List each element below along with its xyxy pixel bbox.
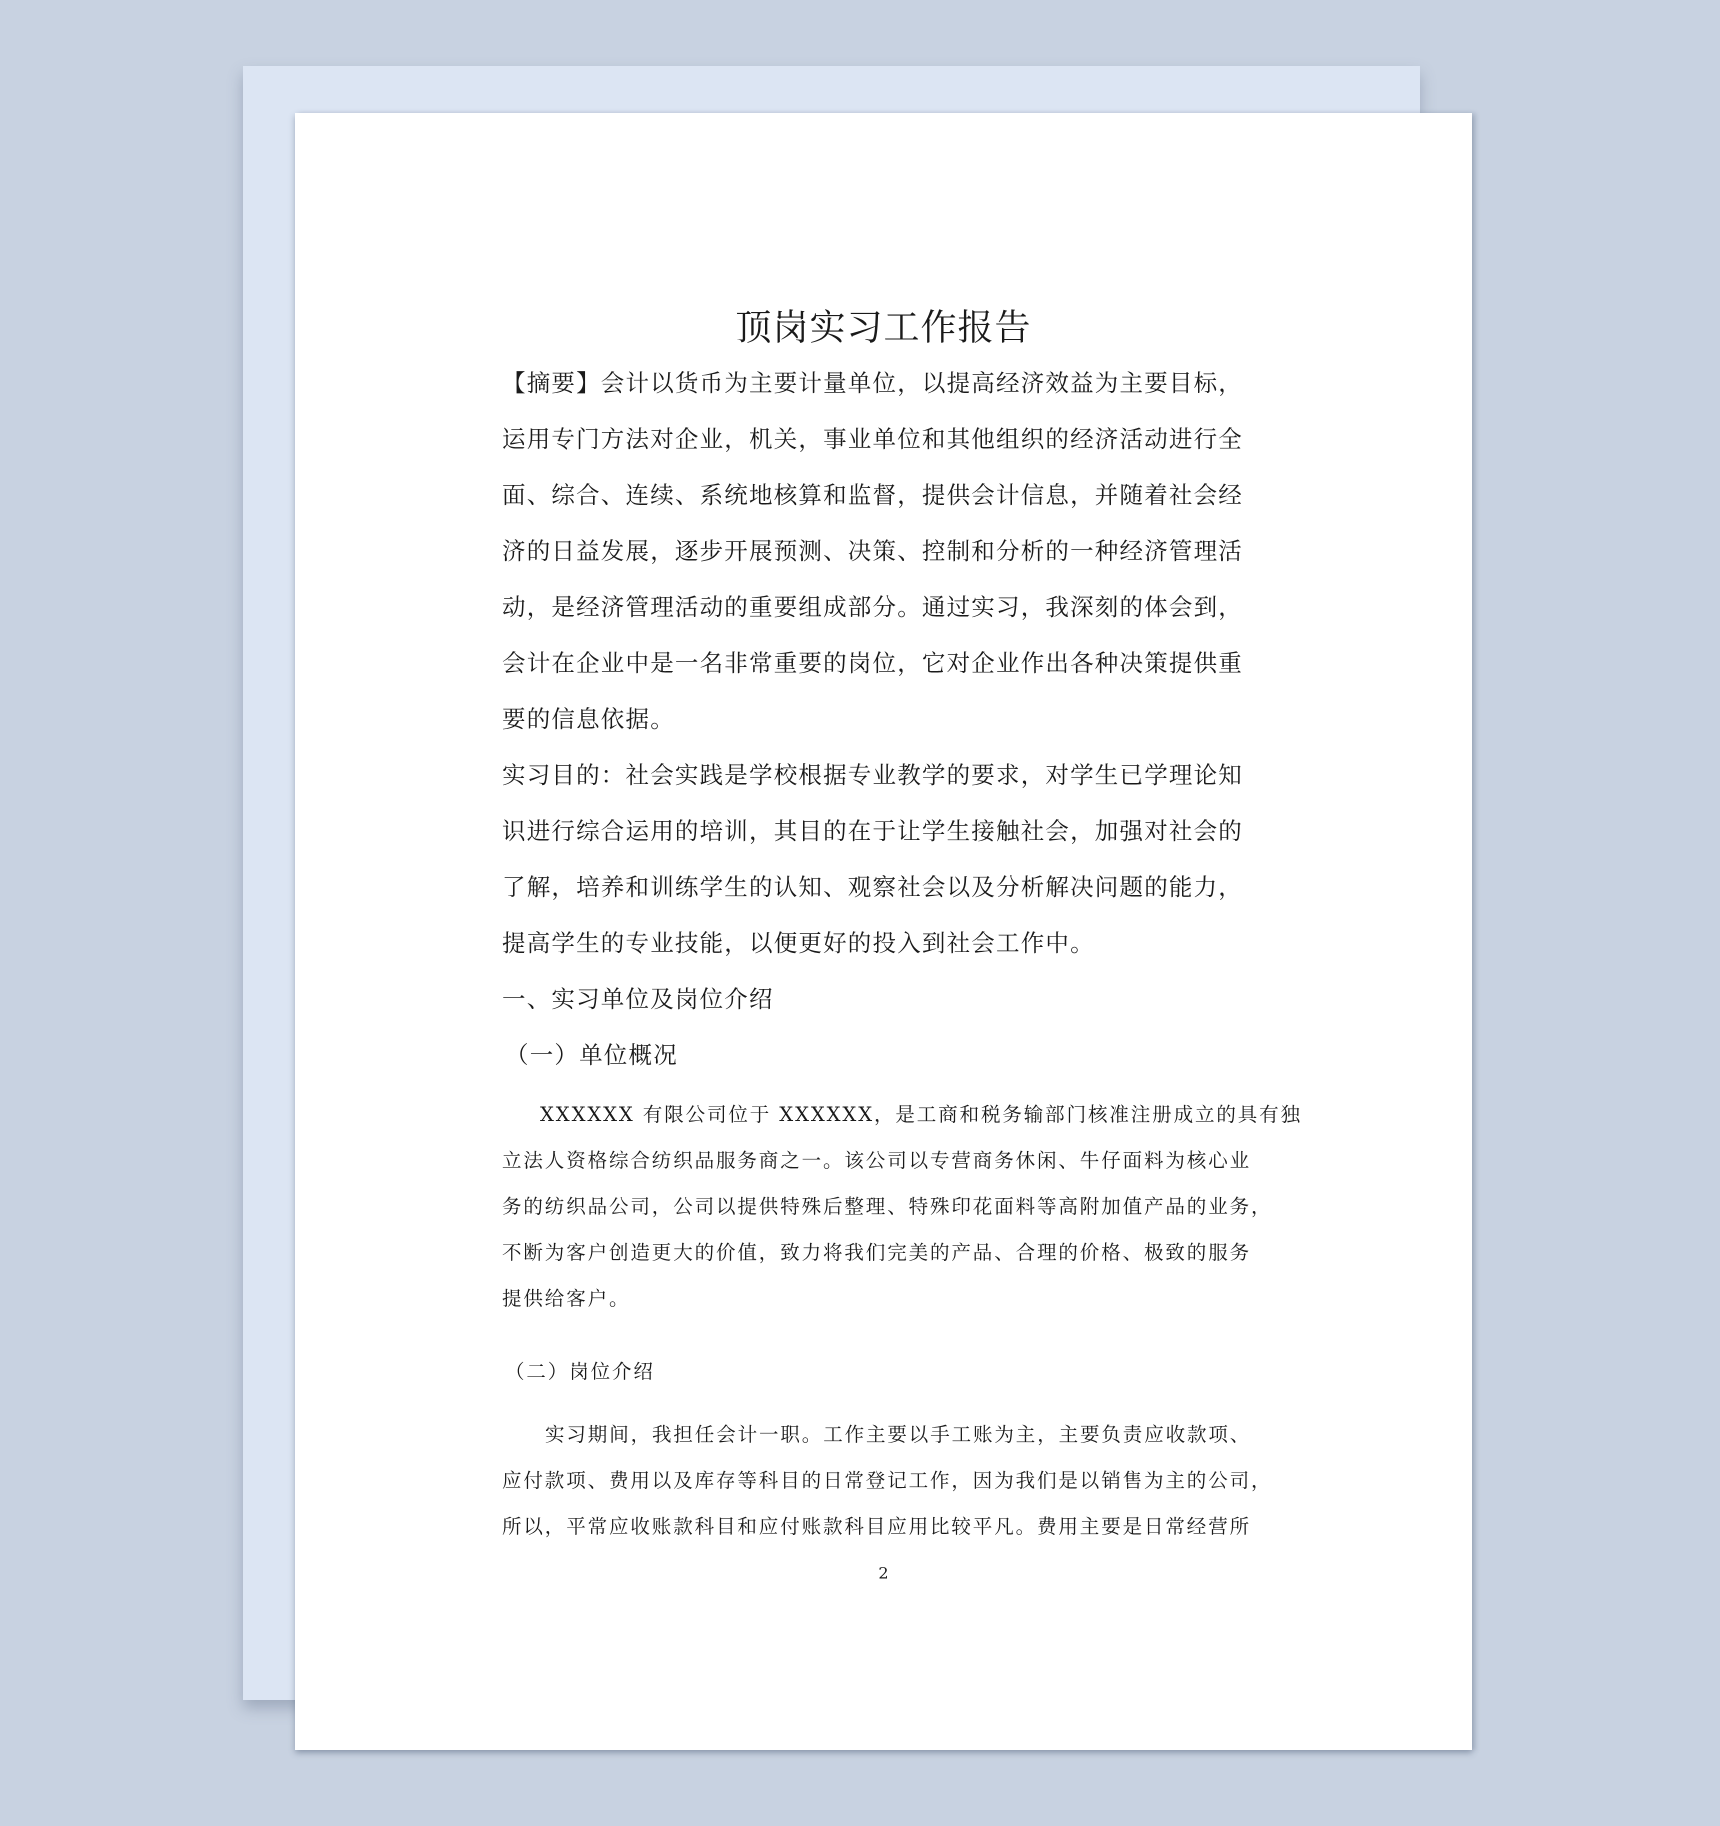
abstract-line: 面、综合、连续、系统地核算和监督，提供会计信息，并随着社会经 <box>502 481 1243 509</box>
company-line: XXXXXX 有限公司位于 XXXXXX，是工商和税务输部门核准注册成立的具有独 <box>540 1103 1302 1126</box>
abstract-line: 济的日益发展，逐步开展预测、决策、控制和分析的一种经济管理活 <box>502 537 1243 565</box>
subsection-heading: （二）岗位介绍 <box>505 1360 655 1383</box>
company-line: 务的纺织品公司，公司以提供特殊后整理、特殊印花面料等高附加值产品的业务， <box>502 1195 1273 1218</box>
job-line: 所以，平常应收账款科目和应付账款科目应用比较平凡。费用主要是日常经营所 <box>502 1515 1252 1538</box>
section-heading: 一、实习单位及岗位介绍 <box>502 985 774 1013</box>
company-line: 不断为客户创造更大的价值，致力将我们完美的产品、合理的价格、极致的服务 <box>502 1241 1252 1264</box>
document-title: 顶岗实习工作报告 <box>735 307 1032 349</box>
company-line: 立法人资格综合纺织品服务商之一。该公司以专营商务休闲、牛仔面料为核心业 <box>502 1149 1252 1172</box>
purpose-line: 了解，培养和训练学生的认知、观察社会以及分析解决问题的能力， <box>502 873 1243 901</box>
job-line: 应付款项、费用以及库存等科目的日常登记工作，因为我们是以销售为主的公司， <box>502 1469 1273 1492</box>
purpose-line: 识进行综合运用的培训，其目的在于让学生接触社会，加强对社会的 <box>502 817 1243 845</box>
abstract-line: 会计在企业中是一名非常重要的岗位，它对企业作出各种决策提供重 <box>502 649 1243 677</box>
abstract-line: 要的信息依据。 <box>502 705 675 733</box>
company-line: 提供给客户。 <box>502 1287 631 1310</box>
subsection-heading: （一）单位概况 <box>505 1041 678 1069</box>
document-page <box>295 113 1472 1750</box>
page-number: 2 <box>878 1563 889 1583</box>
purpose-line: 实习目的：社会实践是学校根据专业教学的要求，对学生已学理论知 <box>502 761 1243 789</box>
abstract-line: 动，是经济管理活动的重要组成部分。通过实习，我深刻的体会到， <box>502 593 1243 621</box>
abstract-line: 运用专门方法对企业，机关，事业单位和其他组织的经济活动进行全 <box>502 425 1243 453</box>
abstract-line: 【摘要】会计以货币为主要计量单位，以提高经济效益为主要目标， <box>502 369 1243 397</box>
job-line: 实习期间，我担任会计一职。工作主要以手工账为主，主要负责应收款项、 <box>545 1423 1252 1446</box>
purpose-line: 提高学生的专业技能，以便更好的投入到社会工作中。 <box>502 929 1095 957</box>
